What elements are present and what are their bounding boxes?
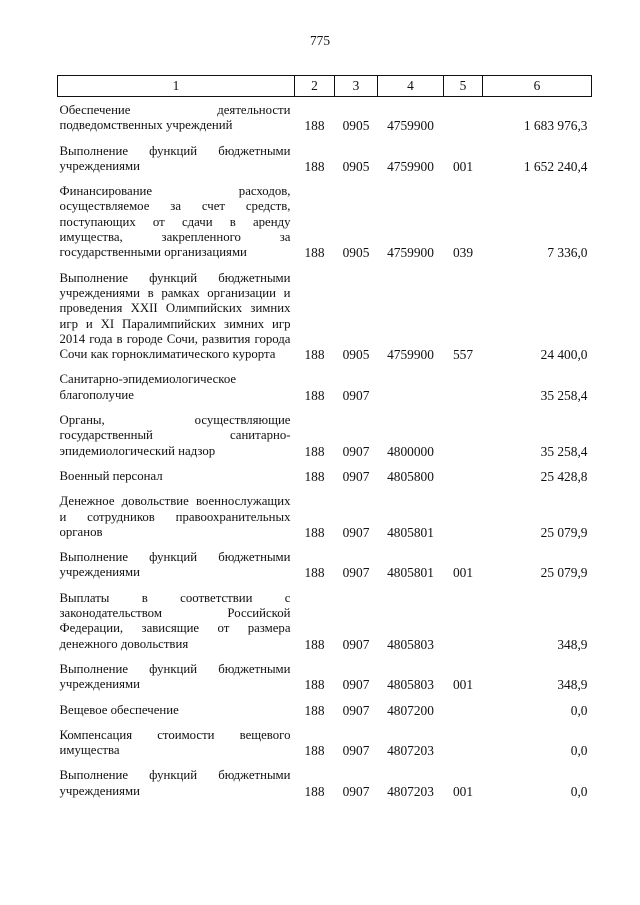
row-name: Санитарно-эпидемиологическое благополучие xyxy=(59,372,237,402)
budget-table xyxy=(57,75,592,809)
header-col-3: 3 xyxy=(335,76,378,97)
row-ministry-code: 188 xyxy=(304,158,325,174)
row-article-code: 4759900 xyxy=(387,118,434,134)
row-section-code: 0907 xyxy=(342,387,370,403)
header-col-1: 1 xyxy=(58,76,295,97)
table-row xyxy=(58,494,592,550)
row-ministry-code: 188 xyxy=(304,677,325,693)
table-row xyxy=(58,469,592,494)
row-amount: 35 258,4 xyxy=(540,443,588,459)
table-header xyxy=(58,76,592,97)
table-row xyxy=(58,550,592,591)
table-row xyxy=(58,768,592,809)
row-article-code: 4759900 xyxy=(387,158,434,174)
row-section-code: 0907 xyxy=(342,677,370,693)
row-ministry-code: 188 xyxy=(304,743,325,759)
row-amount: 0,0 xyxy=(570,743,588,759)
row-section-code: 0905 xyxy=(342,118,370,134)
row-ministry-code: 188 xyxy=(304,468,325,484)
row-name: Выполнение функций бюджетными учреждениями в рамках организации и проведения XXII Олимпийских зимних игр и XI Паралимпийских зимних игр 2014 года в городе Сочи, развития города Сочи как горноклиматического курорта xyxy=(59,270,291,362)
row-amount: 348,9 xyxy=(557,677,588,693)
row-expense-type-code xyxy=(444,97,483,144)
row-expense-type-code: 557 xyxy=(452,347,474,363)
row-amount: 1 683 976,3 xyxy=(523,118,588,134)
row-section-code: 0907 xyxy=(342,524,370,540)
row-section-code: 0907 xyxy=(342,468,370,484)
row-expense-type-code: 001 xyxy=(452,158,474,174)
row-name: Выполнение функций бюджетными учреждениями xyxy=(59,143,291,173)
row-amount: 25 079,9 xyxy=(540,565,588,581)
row-section-code: 0905 xyxy=(342,245,370,261)
row-name: Обеспечение деятельности подведомственных учреждений xyxy=(59,103,291,133)
row-expense-type-code: 001 xyxy=(452,565,474,581)
row-ministry-code: 188 xyxy=(304,565,325,581)
row-expense-type-code xyxy=(444,591,483,662)
row-section-code: 0907 xyxy=(342,743,370,759)
row-amount: 348,9 xyxy=(557,636,588,652)
row-section-code: 0907 xyxy=(342,636,370,652)
row-name: Выплаты в соответствии с законодательством Российской Федерации, зависящие от размера денежного довольствия xyxy=(59,590,291,651)
row-ministry-code: 188 xyxy=(304,636,325,652)
row-article-code: 4805801 xyxy=(387,524,434,540)
row-ministry-code: 188 xyxy=(304,347,325,363)
row-amount: 24 400,0 xyxy=(540,347,588,363)
row-amount: 25 428,8 xyxy=(540,468,588,484)
row-ministry-code: 188 xyxy=(304,524,325,540)
row-article-code: 4807200 xyxy=(387,702,434,718)
row-article-code: 4759900 xyxy=(387,245,434,261)
table-row xyxy=(58,703,592,728)
row-article-code: 4805803 xyxy=(387,677,434,693)
row-section-code: 0905 xyxy=(342,158,370,174)
row-article-code: 4800000 xyxy=(387,443,434,459)
table-row xyxy=(58,372,592,413)
row-section-code: 0907 xyxy=(342,443,370,459)
table-row xyxy=(58,728,592,769)
row-expense-type-code xyxy=(444,469,483,494)
table-row xyxy=(58,97,592,144)
row-amount: 0,0 xyxy=(570,702,588,718)
header-col-6: 6 xyxy=(483,76,592,97)
header-col-2: 2 xyxy=(295,76,335,97)
row-name: Органы, осуществляющие государственный санитарно-эпидемиологический надзор xyxy=(59,413,291,458)
row-expense-type-code xyxy=(444,494,483,550)
row-expense-type-code xyxy=(444,372,483,413)
row-expense-type-code: 001 xyxy=(452,677,474,693)
row-ministry-code: 188 xyxy=(304,245,325,261)
row-name: Выполнение функций бюджетными учреждениями xyxy=(59,661,291,692)
row-name: Финансирование расходов, осуществляемое за счет средств, поступающих от сдачи в аренду имущества, закрепленного за государственными организациями xyxy=(59,184,291,260)
row-ministry-code: 188 xyxy=(304,783,325,799)
row-article-code: 4805801 xyxy=(387,565,434,581)
row-article-code: 4805800 xyxy=(387,468,434,484)
table-row xyxy=(58,591,592,662)
row-amount: 35 258,4 xyxy=(540,387,588,403)
row-section-code: 0905 xyxy=(342,347,370,363)
row-section-code: 0907 xyxy=(342,702,370,718)
row-expense-type-code xyxy=(444,413,483,469)
row-ministry-code: 188 xyxy=(304,118,325,134)
header-col-5: 5 xyxy=(444,76,483,97)
row-ministry-code: 188 xyxy=(304,702,325,718)
row-name: Выполнение функций бюджетными учреждениями xyxy=(59,550,291,580)
row-article-code xyxy=(378,372,444,413)
table-body xyxy=(58,97,592,809)
row-amount: 1 652 240,4 xyxy=(523,158,588,174)
row-expense-type-code xyxy=(444,703,483,728)
page-number: 775 xyxy=(309,33,331,48)
table-row xyxy=(58,662,592,703)
row-article-code: 4759900 xyxy=(387,347,434,363)
row-amount: 7 336,0 xyxy=(547,245,588,261)
row-article-code: 4805803 xyxy=(387,636,434,652)
row-expense-type-code: 001 xyxy=(452,783,474,799)
row-section-code: 0907 xyxy=(342,783,370,799)
row-article-code: 4807203 xyxy=(387,743,434,759)
row-expense-type-code xyxy=(444,728,483,769)
table-row xyxy=(58,144,592,185)
row-ministry-code: 188 xyxy=(304,387,325,403)
row-amount: 25 079,9 xyxy=(540,524,588,540)
row-name: Компенсация стоимости вещевого имущества xyxy=(59,727,291,758)
row-article-code: 4807203 xyxy=(387,783,434,799)
row-expense-type-code: 039 xyxy=(452,245,474,261)
row-amount: 0,0 xyxy=(570,783,588,799)
row-ministry-code: 188 xyxy=(304,443,325,459)
row-name: Вещевое обеспечение xyxy=(59,702,179,717)
row-name: Военный персонал xyxy=(59,468,163,483)
row-name: Выполнение функций бюджетными учреждениями xyxy=(59,768,291,798)
table-row xyxy=(58,271,592,373)
row-name: Денежное довольствие военнослужащих и сотрудников правоохранительных органов xyxy=(59,494,291,539)
table-row xyxy=(58,184,592,270)
header-col-4: 4 xyxy=(378,76,444,97)
table-row xyxy=(58,413,592,469)
row-section-code: 0907 xyxy=(342,565,370,581)
